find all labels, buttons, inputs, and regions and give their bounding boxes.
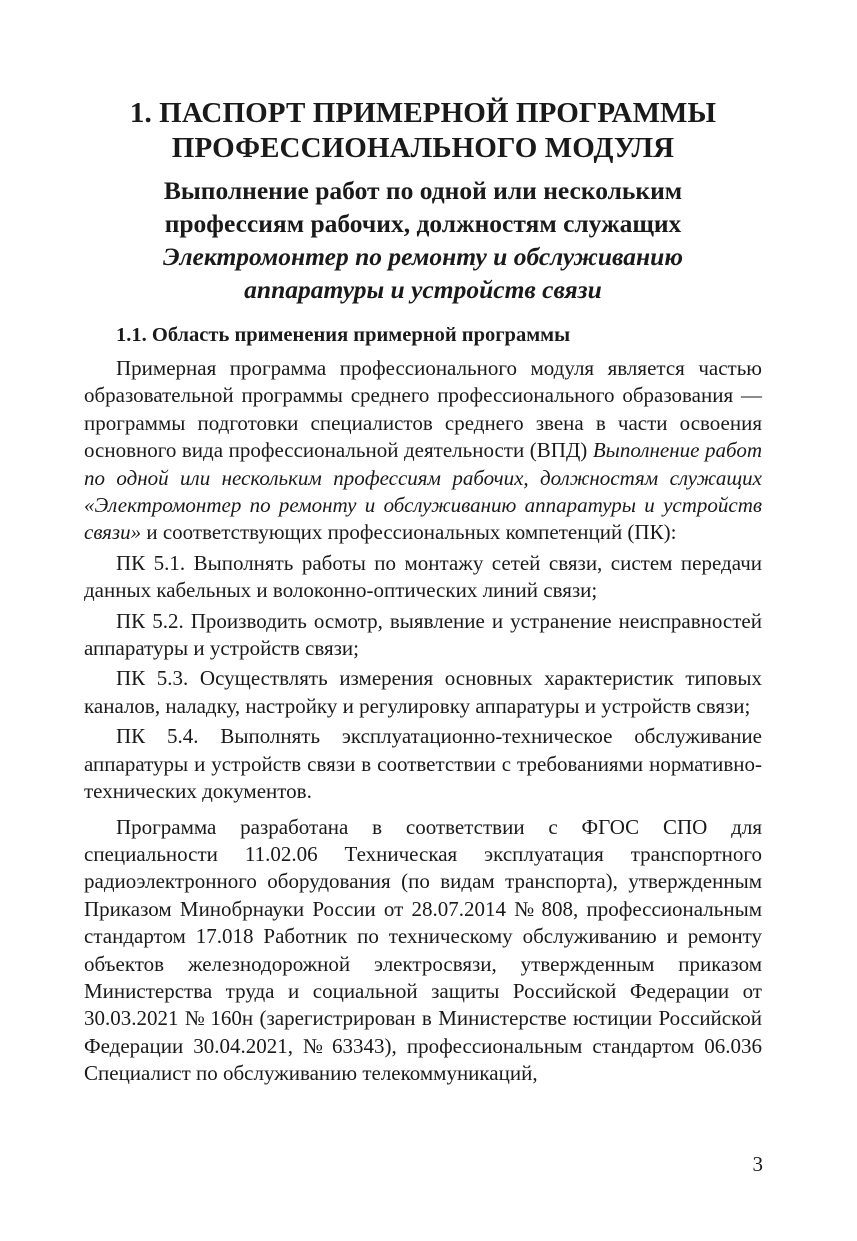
chapter-title-line-2: ПРОФЕССИОНАЛЬНОГО МОДУЛЯ (171, 132, 675, 164)
intro-text: Примерная программа профессионального модуля является частью образовательной программы среднего профессионального образования — программы подготовки специалистов среднего звена в части освоения основного вида профессиональной деятельности (ВПД) (84, 356, 762, 463)
intro-tail-text: и соответствующих профессиональных компетенций (ПК): (141, 520, 677, 545)
module-title-line-1: Выполнение работ по одной или нескольким (163, 176, 683, 205)
section-heading: 1.1. Область применения примерной программы (116, 324, 571, 346)
document-page (84, 96, 762, 1091)
intro-italic-text: Выполнение работ по одной или нескольким профессиям рабочих, должностям служащих «Электромонтер по ремонту и обслуживанию аппаратуры и устройств связи» (84, 438, 762, 545)
profession-title-line-2: аппаратуры и устройств связи (244, 275, 602, 304)
competency-item: ПК 5.3. Осуществлять измерения основных характеристик типовых каналов, наладку, настройку и регулировку аппаратуры и устройств связи; (84, 666, 762, 718)
competency-item: ПК 5.1. Выполнять работы по монтажу сетей связи, систем передачи данных кабельных и волоконно-оптических линий связи; (84, 550, 762, 603)
page-number: 3 (752, 1152, 763, 1176)
intro-paragraph (84, 355, 762, 547)
competency-item: ПК 5.2. Производить осмотр, выявление и устранение неисправностей аппаратуры и устройств связи; (84, 608, 762, 661)
competency-item: ПК 5.4. Выполнять эксплуатационно-техническое обслуживание аппаратуры и устройств связи в соответствии с требованиями нормативно-технических документов. (84, 724, 762, 804)
chapter-title-line-1: 1. ПАСПОРТ ПРИМЕРНОЙ ПРОГРАММЫ (129, 97, 717, 129)
profession-title-line-1: Электромонтер по ремонту и обслуживанию (163, 242, 683, 271)
module-title-line-2: профессиям рабочих, должностям служащих (164, 209, 682, 238)
program-paragraph: Программа разработана в соответствии с ФГОС СПО для специальности 11.02.06 Техническая эксплуатация транспортного радиоэлектронного оборудования (по видам транспорта), утвержденным Приказом Минобрнауки России от 28.07.2014 № 808, профессиональным стандартом 17.018 Работник по техническому обслуживанию и ремонту объектов железнодорожной электросвязи, утвержденным приказом Министерства труда и социальной защиты Российской Федерации от 30.03.2021 № 160н (зарегистрирован в Министерстве юстиции Российской Федерации 30.04.2021, № 63343), профессиональным стандартом 06.036 Специалист по обслуживанию телекоммуникаций, (84, 814, 762, 1086)
